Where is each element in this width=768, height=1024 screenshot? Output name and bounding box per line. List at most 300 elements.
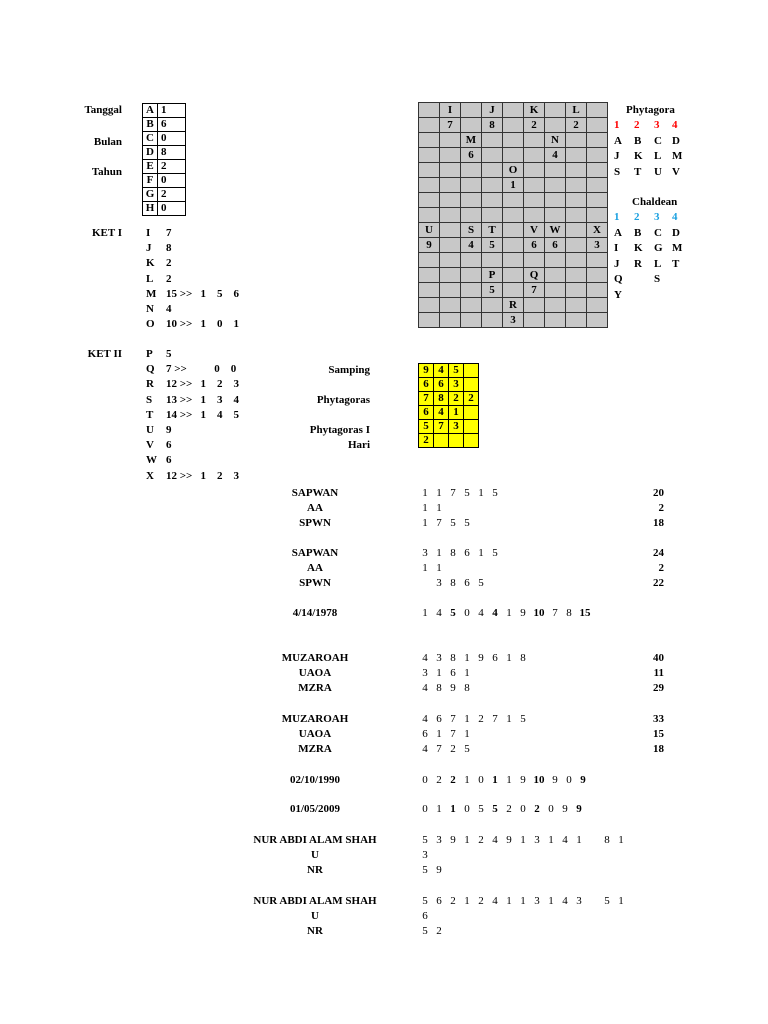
table-number: 2 xyxy=(634,119,640,131)
yellow-row xyxy=(419,434,479,448)
calc-digit: 1 xyxy=(436,803,442,815)
date-row xyxy=(143,188,186,202)
grid-cell xyxy=(545,103,566,118)
grid-cell: 6 xyxy=(461,148,482,163)
grid-row xyxy=(419,178,608,193)
ket-key: Q xyxy=(146,363,155,376)
grid-row xyxy=(419,313,608,328)
calc-digit: 1 xyxy=(492,774,498,786)
calc-digit: 6 xyxy=(464,577,470,589)
yellow-cell xyxy=(449,434,464,448)
grid-cell xyxy=(440,313,461,328)
ket-value: 7 >> 0 0 xyxy=(166,363,237,376)
grid-cell xyxy=(587,148,608,163)
calc-digit: 7 xyxy=(450,487,456,499)
calc-label: MZRA xyxy=(298,743,332,755)
calc-digit: 1 xyxy=(422,502,428,514)
calc-total: 2 xyxy=(658,502,664,514)
grid-cell xyxy=(503,103,524,118)
calc-digit: 2 xyxy=(450,743,456,755)
grid-cell xyxy=(545,283,566,298)
calc-digit: 3 xyxy=(576,895,582,907)
table-letter: A xyxy=(614,226,622,239)
calc-digit: 1 xyxy=(464,713,470,725)
date-row xyxy=(143,174,186,188)
date-letter: C xyxy=(143,132,158,146)
calc-digit: 5 xyxy=(520,713,526,725)
grid-cell xyxy=(482,208,503,223)
ket-key: X xyxy=(146,469,154,482)
calc-digits xyxy=(418,516,474,530)
grid-cell xyxy=(503,118,524,133)
grid-cell xyxy=(566,238,587,253)
ket2-label: KET II xyxy=(87,348,122,360)
grid-cell xyxy=(440,238,461,253)
calc-digits xyxy=(418,561,446,575)
grid-cell xyxy=(440,223,461,238)
grid-cell xyxy=(419,133,440,148)
grid-row xyxy=(419,193,608,208)
grid-cell: L xyxy=(566,103,587,118)
table-letter: D xyxy=(672,226,680,239)
yellow-cell: 7 xyxy=(434,420,449,434)
date-letter: D xyxy=(143,146,158,160)
ket-key: P xyxy=(146,348,153,360)
grid-cell xyxy=(482,163,503,178)
calc-label: NUR ABDI ALAM SHAH xyxy=(253,895,377,907)
calc-digit: 8 xyxy=(450,547,456,559)
grid-cell xyxy=(587,253,608,268)
calc-digit: 9 xyxy=(436,864,442,876)
table-letter: Q xyxy=(614,273,623,285)
calc-digit: 3 xyxy=(436,577,442,589)
calc-digit: 2 xyxy=(436,925,442,937)
grid-cell xyxy=(461,253,482,268)
table-letter: U xyxy=(654,165,662,178)
grid-cell xyxy=(566,148,587,163)
date-letter: G xyxy=(143,188,158,202)
calc-digit: 1 xyxy=(548,895,554,907)
grid-cell: 6 xyxy=(545,238,566,253)
grid-row xyxy=(419,208,608,223)
grid-cell: 4 xyxy=(461,238,482,253)
grid-cell: 5 xyxy=(482,238,503,253)
calc-digit: 10 xyxy=(533,607,545,619)
calc-digit: 1 xyxy=(520,895,526,907)
grid-cell xyxy=(482,178,503,193)
grid-cell: O xyxy=(503,163,524,178)
date-digit: 0 xyxy=(158,132,186,146)
date-row xyxy=(143,146,186,160)
calc-total: 20 xyxy=(653,487,664,499)
grid-cell: N xyxy=(545,133,566,148)
calc-digits xyxy=(418,576,488,590)
table-number: 4 xyxy=(672,211,678,223)
yellow-cell: 9 xyxy=(419,364,434,378)
calc-digits xyxy=(418,546,502,560)
grid-cell xyxy=(461,283,482,298)
grid-cell: U xyxy=(419,223,440,238)
grid-cell: X xyxy=(587,223,608,238)
grid-cell xyxy=(545,253,566,268)
date-letter: F xyxy=(143,174,158,188)
calc-digit: 1 xyxy=(436,547,442,559)
grid-row xyxy=(419,223,608,238)
grid-cell: 5 xyxy=(482,283,503,298)
calc-digit: 9 xyxy=(450,682,456,694)
grid-cell xyxy=(587,313,608,328)
calc-digit: 1 xyxy=(506,895,512,907)
grid-cell xyxy=(419,283,440,298)
grid-row xyxy=(419,103,608,118)
table-number: 2 xyxy=(634,211,640,223)
grid-cell xyxy=(524,208,545,223)
table-letter: R xyxy=(634,257,642,270)
grid-cell xyxy=(461,103,482,118)
grid-cell xyxy=(440,148,461,163)
date-digit: 2 xyxy=(158,160,186,174)
calc-digit: 2 xyxy=(534,803,540,815)
table-letter: L xyxy=(654,257,662,270)
calc-digits xyxy=(418,848,432,862)
ket-key: S xyxy=(146,393,153,406)
calc-digit: 9 xyxy=(478,652,484,664)
grid-cell: K xyxy=(524,103,545,118)
calc-digit: 7 xyxy=(436,517,442,529)
yellow-cell xyxy=(464,378,479,392)
grid-cell xyxy=(482,253,503,268)
calc-label: 01/05/2009 xyxy=(289,803,341,815)
grid-cell xyxy=(482,133,503,148)
calc-total: 2 xyxy=(658,562,664,574)
calc-digit: 10 xyxy=(533,774,545,786)
table-letter: B xyxy=(634,134,642,147)
grid-cell xyxy=(503,223,524,238)
grid-cell: 6 xyxy=(524,238,545,253)
grid-cell xyxy=(566,163,587,178)
grid-cell xyxy=(440,163,461,178)
ket-value: 13 >> 1 3 4 xyxy=(166,393,240,406)
calc-digit: 5 xyxy=(478,577,484,589)
grid-cell xyxy=(461,163,482,178)
calc-digit: 1 xyxy=(422,562,428,574)
yellow-row xyxy=(419,378,479,392)
ket-value: 2 xyxy=(166,257,172,270)
calc-digits xyxy=(418,727,474,741)
calc-digit: 1 xyxy=(422,487,428,499)
calc-label: SAPWAN xyxy=(291,547,339,559)
calc-digit: 4 xyxy=(562,834,568,846)
calc-total: 22 xyxy=(653,577,664,589)
calc-total: 29 xyxy=(653,682,664,694)
grid-cell xyxy=(566,178,587,193)
ket-key: K xyxy=(146,257,155,270)
calc-digit: 5 xyxy=(492,803,498,815)
grid-cell xyxy=(587,133,608,148)
yellow-row xyxy=(419,406,479,420)
calc-total: 24 xyxy=(653,547,664,559)
date-letter: E xyxy=(143,160,158,174)
grid-cell: 7 xyxy=(440,118,461,133)
grid-cell xyxy=(461,193,482,208)
ket-key: O xyxy=(146,318,155,331)
table-letter: M xyxy=(672,242,683,254)
grid-cell xyxy=(440,253,461,268)
grid-cell xyxy=(524,148,545,163)
table-letter: L xyxy=(654,150,662,162)
calc-total: 15 xyxy=(653,728,664,740)
calc-digit: 4 xyxy=(492,834,498,846)
grid-cell xyxy=(419,178,440,193)
table-letter: D xyxy=(672,134,680,147)
chaldean-title: Chaldean xyxy=(632,196,678,208)
phytagora-title: Phytagora xyxy=(626,104,675,116)
calc-digit: 9 xyxy=(576,803,582,815)
calc-digits xyxy=(418,501,446,515)
calc-digit: 5 xyxy=(478,803,484,815)
grid-cell xyxy=(440,283,461,298)
grid-cell xyxy=(566,223,587,238)
calc-digits xyxy=(418,486,502,500)
calc-digit: 2 xyxy=(478,713,484,725)
grid-cell: 1 xyxy=(503,178,524,193)
calc-digit: 5 xyxy=(422,834,428,846)
calc-digit: 6 xyxy=(492,652,498,664)
calc-digit: 5 xyxy=(422,864,428,876)
grid-row xyxy=(419,148,608,163)
grid-cell xyxy=(566,268,587,283)
grid-cell xyxy=(524,163,545,178)
grid-cell xyxy=(545,298,566,313)
yellow-cell: 6 xyxy=(419,406,434,420)
table-letter: C xyxy=(654,134,662,147)
calc-digit: 1 xyxy=(422,517,428,529)
calc-digit: 1 xyxy=(450,803,456,815)
calc-digit: 6 xyxy=(436,895,442,907)
grid-cell xyxy=(587,118,608,133)
date-digit: 1 xyxy=(158,104,186,118)
grid-row xyxy=(419,268,608,283)
yellow-cell: 3 xyxy=(449,378,464,392)
grid-cell xyxy=(587,103,608,118)
yellow-cell: 3 xyxy=(449,420,464,434)
grid-cell xyxy=(566,313,587,328)
calc-digit: 0 xyxy=(464,607,470,619)
calc-digit: 1 xyxy=(520,834,526,846)
grid-cell: V xyxy=(524,223,545,238)
calc-label: NUR ABDI ALAM SHAH xyxy=(253,834,377,846)
ket-key: U xyxy=(146,424,154,436)
grid-cell: T xyxy=(482,223,503,238)
calc-digit: 1 xyxy=(422,607,428,619)
calc-digit: 1 xyxy=(506,652,512,664)
calc-digit: 5 xyxy=(492,547,498,559)
date-digit: 0 xyxy=(158,202,186,216)
calc-digit: 1 xyxy=(464,834,470,846)
grid-cell xyxy=(482,313,503,328)
calc-digit: 1 xyxy=(436,728,442,740)
grid-cell xyxy=(503,253,524,268)
calc-digit: 1 xyxy=(436,487,442,499)
yellow-row xyxy=(419,420,479,434)
grid-cell xyxy=(545,118,566,133)
calc-digit: 9 xyxy=(580,774,586,786)
calc-digit: 5 xyxy=(464,743,470,755)
yellow-label: Hari xyxy=(348,439,370,451)
grid-cell: R xyxy=(503,298,524,313)
grid-cell xyxy=(524,253,545,268)
calc-digit: 9 xyxy=(450,834,456,846)
bulan-label: Bulan xyxy=(93,136,122,148)
ket-value: 14 >> 1 4 5 xyxy=(166,408,240,421)
ket-value: 5 xyxy=(166,348,172,360)
grid-cell xyxy=(419,118,440,133)
grid-cell xyxy=(587,178,608,193)
calc-digit: 4 xyxy=(422,713,428,725)
date-row xyxy=(143,132,186,146)
ket-key: R xyxy=(146,378,154,391)
grid-cell xyxy=(587,283,608,298)
calc-digit: 4 xyxy=(478,607,484,619)
calc-label: 4/14/1978 xyxy=(292,607,338,619)
calc-label: NR xyxy=(307,925,323,937)
calc-total: 18 xyxy=(653,743,664,755)
calc-digit: 8 xyxy=(604,834,610,846)
ket-value: 7 xyxy=(166,227,172,239)
calc-label: MZRA xyxy=(298,682,332,694)
calc-digit: 1 xyxy=(478,487,484,499)
calc-digit: 4 xyxy=(422,682,428,694)
yellow-cell: 4 xyxy=(434,406,449,420)
calc-digit: 7 xyxy=(450,713,456,725)
yellow-cell xyxy=(464,420,479,434)
grid-cell xyxy=(587,208,608,223)
ket-value: 12 >> 1 2 3 xyxy=(166,378,240,391)
grid-cell xyxy=(503,193,524,208)
grid-cell xyxy=(587,193,608,208)
table-letter: J xyxy=(614,257,620,270)
grid-cell: J xyxy=(482,103,503,118)
yellow-cell: 7 xyxy=(419,392,434,406)
calc-digit: 7 xyxy=(450,728,456,740)
calc-digit: 3 xyxy=(534,895,540,907)
calc-digit: 2 xyxy=(478,834,484,846)
table-letter: G xyxy=(654,242,663,254)
grid-cell xyxy=(440,208,461,223)
grid-cell xyxy=(545,178,566,193)
calc-digit: 6 xyxy=(450,667,456,679)
grid-cell xyxy=(503,268,524,283)
grid-row xyxy=(419,253,608,268)
calc-digit: 2 xyxy=(436,774,442,786)
grid-cell xyxy=(503,148,524,163)
yellow-cell: 5 xyxy=(419,420,434,434)
calc-digit: 3 xyxy=(534,834,540,846)
calc-digit: 0 xyxy=(464,803,470,815)
grid-cell: 3 xyxy=(587,238,608,253)
date-row xyxy=(143,118,186,132)
grid-cell xyxy=(524,133,545,148)
calc-digit: 1 xyxy=(618,895,624,907)
calc-total: 18 xyxy=(653,517,664,529)
yellow-cell: 5 xyxy=(449,364,464,378)
table-letter: K xyxy=(634,150,643,162)
grid-row xyxy=(419,238,608,253)
grid-cell: 3 xyxy=(503,313,524,328)
table-letter: M xyxy=(672,150,683,162)
calc-digits xyxy=(418,802,586,816)
grid-cell: 9 xyxy=(419,238,440,253)
calc-digit: 5 xyxy=(422,895,428,907)
calc-label: SAPWAN xyxy=(291,487,339,499)
yellow-row xyxy=(419,392,479,406)
calc-digit: 1 xyxy=(506,774,512,786)
table-number: 1 xyxy=(614,119,620,131)
grid-cell: I xyxy=(440,103,461,118)
calc-digit: 3 xyxy=(436,834,442,846)
calc-digit: 5 xyxy=(492,487,498,499)
grid-cell xyxy=(545,313,566,328)
calc-digits xyxy=(418,924,446,938)
calc-digit: 8 xyxy=(566,607,572,619)
grid-cell xyxy=(503,238,524,253)
calc-digit: 9 xyxy=(520,774,526,786)
yellow-cell xyxy=(464,406,479,420)
table-letter: C xyxy=(654,226,662,239)
tanggal-label: Tanggal xyxy=(84,104,122,116)
calc-digit: 0 xyxy=(422,774,428,786)
yellow-cell: 2 xyxy=(419,434,434,448)
calc-label: AA xyxy=(307,562,323,574)
calc-digit: 0 xyxy=(548,803,554,815)
grid-cell xyxy=(419,193,440,208)
calc-digit: 0 xyxy=(566,774,572,786)
grid-cell xyxy=(419,268,440,283)
tahun-label: Tahun xyxy=(91,166,122,178)
ket-value: 9 xyxy=(166,424,172,436)
yellow-cell: 2 xyxy=(464,392,479,406)
grid-cell xyxy=(545,268,566,283)
yellow-grid xyxy=(418,363,479,448)
calc-digit: 1 xyxy=(548,834,554,846)
calc-digit: 1 xyxy=(618,834,624,846)
table-letter: Y xyxy=(614,288,622,301)
calc-digit: 1 xyxy=(464,774,470,786)
grid-cell xyxy=(440,298,461,313)
table-letter: T xyxy=(672,257,680,270)
calc-digit: 9 xyxy=(552,774,558,786)
yellow-row xyxy=(419,364,479,378)
calc-digit: 8 xyxy=(520,652,526,664)
date-row xyxy=(143,104,186,118)
grid-cell xyxy=(461,313,482,328)
calc-digit: 4 xyxy=(436,607,442,619)
ket-value: 2 xyxy=(166,272,172,285)
calc-digits xyxy=(418,651,530,665)
grid-cell xyxy=(419,163,440,178)
calc-digit: 5 xyxy=(450,607,456,619)
calc-digit: 2 xyxy=(506,803,512,815)
grid-cell xyxy=(482,193,503,208)
grid-cell xyxy=(419,148,440,163)
calc-digit: 1 xyxy=(436,502,442,514)
grid-cell xyxy=(545,208,566,223)
calc-digit: 5 xyxy=(464,487,470,499)
grid-cell: P xyxy=(482,268,503,283)
yellow-cell xyxy=(434,434,449,448)
calc-digits xyxy=(418,863,446,877)
calc-digit: 5 xyxy=(422,925,428,937)
